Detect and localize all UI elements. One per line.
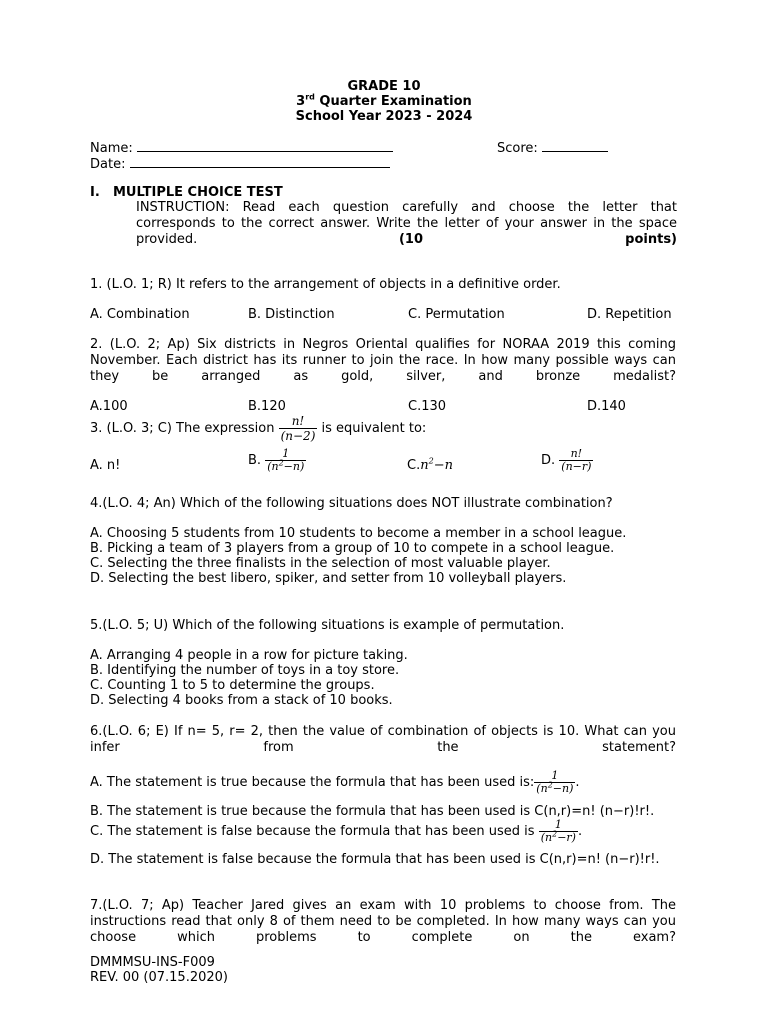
question-5-text: 5.(L.O. 5; U) Which of the following situations is example of permutation. bbox=[90, 618, 565, 633]
q4-choice-c[interactable]: C. Selecting the three finalists in the selection of most valuable player. bbox=[90, 556, 551, 571]
footer-revision: REV. 00 (07.15.2020) bbox=[90, 970, 228, 985]
q3-choice-d[interactable]: D. $\frac{n!}{(n-r)}$ bbox=[541, 447, 592, 473]
q4-choice-d[interactable]: D. Selecting the best libero, spiker, and setter from 10 volleyball players. bbox=[90, 571, 567, 586]
q1-choice-c[interactable]: C. Permutation bbox=[408, 307, 505, 322]
q6-choice-b[interactable]: B. The statement is true because the formula that has been used is C(n,r)=n! (n−r)!r!. bbox=[90, 804, 655, 819]
name-blank[interactable] bbox=[137, 139, 393, 152]
section-title: MULTIPLE CHOICE TEST bbox=[113, 185, 283, 200]
question-3-text: 3. (L.O. 3; C) The expression $\frac{n!}{(n-2)}$ is equivalent to: bbox=[90, 414, 427, 443]
section-instruction: INSTRUCTION: Read each question carefully and choose the letter that corresponds to the correct answer. Write the letter of your answer in the space provided. (10 points) bbox=[136, 200, 677, 247]
score-label: Score: bbox=[497, 141, 538, 156]
footer-form-code: DMMMSU-INS-F009 bbox=[90, 955, 215, 970]
q5-choice-c[interactable]: C. Counting 1 to 5 to determine the groups. bbox=[90, 678, 375, 693]
name-field bbox=[90, 139, 393, 156]
q2-choice-b[interactable]: B.120 bbox=[248, 399, 286, 414]
section-number: I. bbox=[90, 185, 100, 200]
score-field bbox=[497, 139, 608, 156]
q1-choice-d[interactable]: D. Repetition bbox=[587, 307, 672, 322]
exam-quarter-title: 3rd Quarter Examination bbox=[296, 92, 472, 109]
q5-choice-a[interactable]: A. Arranging 4 people in a row for picture taking. bbox=[90, 648, 408, 663]
date-field bbox=[90, 155, 390, 172]
q3-expression-fraction: $\frac{n!}{(n-2)}$ bbox=[280, 414, 316, 443]
score-blank[interactable] bbox=[542, 139, 608, 152]
question-6-text: 6.(L.O. 6; E) If n= 5, r= 2, then the value of combination of objects is 10. What can you infer from the statement? bbox=[90, 724, 676, 755]
q1-choice-a[interactable]: A. Combination bbox=[90, 307, 190, 322]
exam-grade-title: GRADE 10 bbox=[347, 79, 421, 94]
q1-choice-b[interactable]: B. Distinction bbox=[248, 307, 335, 322]
q3-choice-b[interactable]: B. $\frac{1}{(n^2-n)}$ bbox=[248, 447, 305, 473]
q4-choice-a[interactable]: A. Choosing 5 students from 10 students to become a member in a school league. bbox=[90, 526, 627, 541]
question-2-text: 2. (L.O. 2; Ap) Six districts in Negros Oriental qualifies for NORAA 2019 this coming November. Each district has its runner to join the race. In how many possible ways can they be arranged as gold, silver, and bronze medalist? bbox=[90, 337, 676, 384]
q3-choice-c[interactable]: $C.n^2-n$ bbox=[407, 456, 453, 473]
question-1-text: 1. (L.O. 1; R) It refers to the arrangement of objects in a definitive order. bbox=[90, 277, 561, 292]
q6-choice-a[interactable]: A. The statement is true because the formula that has been used is: $\frac{1}{(n^2-n)}$ . bbox=[90, 769, 580, 795]
name-label: Name: bbox=[90, 141, 133, 156]
q5-choice-b[interactable]: B. Identifying the number of toys in a toy store. bbox=[90, 663, 400, 678]
q5-choice-d[interactable]: D. Selecting 4 books from a stack of 10 books. bbox=[90, 693, 393, 708]
q2-choice-a[interactable]: A.100 bbox=[90, 399, 128, 414]
q6-choice-c[interactable]: C. The statement is false because the formula that has been used is $\frac{1}{(n^2-r)}$ . bbox=[90, 818, 583, 844]
q2-choice-c[interactable]: C.130 bbox=[408, 399, 447, 414]
date-label: Date: bbox=[90, 157, 126, 172]
exam-school-year: School Year 2023 - 2024 bbox=[295, 109, 473, 124]
date-blank[interactable] bbox=[130, 155, 390, 168]
q3-choice-a[interactable]: A. n! bbox=[90, 458, 121, 473]
q6-choice-d[interactable]: D. The statement is false because the formula that has been used is C(n,r)=n! (n−r)!r!. bbox=[90, 852, 660, 867]
question-7-text: 7.(L.O. 7; Ap) Teacher Jared gives an exam with 10 problems to choose from. The instructions read that only 8 of them need to be completed. In how many ways can you choose which problems to complete on the exam? bbox=[90, 898, 676, 945]
q4-choice-b[interactable]: B. Picking a team of 3 players from a group of 10 to compete in a school league. bbox=[90, 541, 615, 556]
question-4-text: 4.(L.O. 4; An) Which of the following situations does NOT illustrate combination? bbox=[90, 496, 613, 511]
q2-choice-d[interactable]: D.140 bbox=[587, 399, 626, 414]
